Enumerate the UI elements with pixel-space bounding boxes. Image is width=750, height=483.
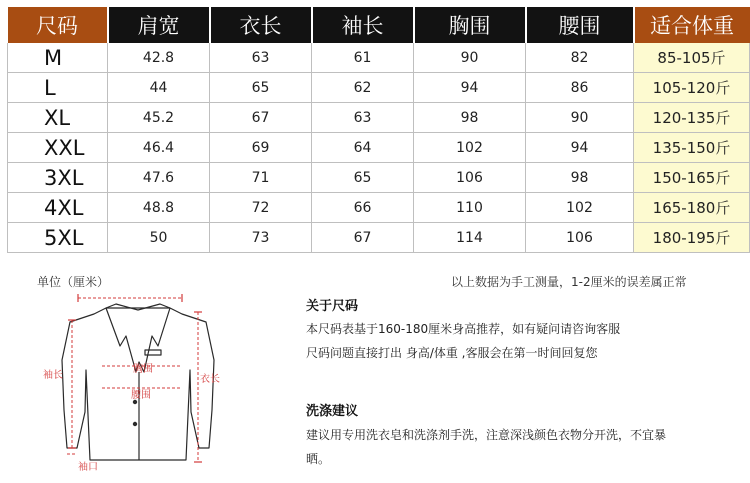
cuff-label: 袖口 [78,462,98,473]
about-size-line-2: 尺码问题直接打出 身高/体重 ,客服会在第一时间回复您 [306,346,598,360]
header-shoulder: 肩宽 [108,7,210,43]
size-cell: XL [8,103,108,133]
jacket-outline [62,304,214,460]
header-length: 衣长 [210,7,312,43]
table-row [8,193,750,223]
shoulder-cell: 44 [108,73,210,103]
chest-cell: 94 [414,73,526,103]
chest-cell: 90 [414,43,526,73]
waist-cell: 82 [526,43,634,73]
table-row [8,43,750,73]
waist-cell: 86 [526,73,634,103]
waist-cell: 106 [526,223,634,253]
waist-label: 腰围 [131,390,151,401]
weight-cell: 120-135斤 [634,103,750,133]
chest-cell: 106 [414,163,526,193]
weight-cell: 105-120斤 [634,73,750,103]
chest-cell: 102 [414,133,526,163]
waist-cell: 98 [526,163,634,193]
table-row [8,103,750,133]
sleeve-cell: 67 [312,223,414,253]
table-row [8,73,750,103]
length-cell: 73 [210,223,312,253]
header-sleeve: 袖长 [312,7,414,43]
size-cell: 5XL [8,223,108,253]
waist-cell: 90 [526,103,634,133]
weight-cell: 165-180斤 [634,193,750,223]
weight-cell: 180-195斤 [634,223,750,253]
waist-cell: 102 [526,193,634,223]
size-cell: M [8,43,108,73]
shoulder-cell: 42.8 [108,43,210,73]
size-chart-table [7,7,750,253]
header-weight: 适合体重 [634,7,750,43]
size-cell: XXL [8,133,108,163]
header-waist: 腰围 [526,7,634,43]
table-header-row [8,7,750,43]
weight-cell: 85-105斤 [634,43,750,73]
body-length-label: 衣长 [200,374,220,385]
length-cell: 67 [210,103,312,133]
shoulder-cell: 50 [108,223,210,253]
length-cell: 63 [210,43,312,73]
washing-line-2: 晒。 [306,452,331,466]
measurement-ticks [68,294,202,462]
washing-title: 洗涤建议 [306,404,359,419]
measurement-note: 以上数据为手工测量，1-2厘米的误差属正常 [451,275,687,289]
chest-label: 胸围 [133,364,153,375]
about-size-line-1: 本尺码表基于160-180厘米身高推荐，如有疑问请咨询客服 [306,322,621,336]
sleeve-length-label: 袖长 [43,370,63,381]
washing-line-1: 建议用专用洗衣皂和洗涤剂手洗，注意深浅颜色衣物分开洗，不宜暴 [306,428,667,442]
weight-cell: 135-150斤 [634,133,750,163]
table-row [8,163,750,193]
shoulder-cell: 45.2 [108,103,210,133]
jacket-measurement-diagram [40,290,240,480]
shoulder-cell: 47.6 [108,163,210,193]
about-size-title: 关于尺码 [306,299,359,314]
weight-cell: 150-165斤 [634,163,750,193]
header-size: 尺码 [8,7,108,43]
size-cell: 3XL [8,163,108,193]
sleeve-cell: 64 [312,133,414,163]
sleeve-cell: 61 [312,43,414,73]
chest-cell: 114 [414,223,526,253]
table-row [8,223,750,253]
waist-cell: 94 [526,133,634,163]
size-cell: L [8,73,108,103]
size-cell: 4XL [8,193,108,223]
sleeve-cell: 62 [312,73,414,103]
chest-cell: 110 [414,193,526,223]
length-cell: 72 [210,193,312,223]
unit-label: 单位（厘米） [37,275,110,289]
sleeve-cell: 63 [312,103,414,133]
header-chest: 胸围 [414,7,526,43]
chest-cell: 98 [414,103,526,133]
table-row [8,133,750,163]
sleeve-cell: 65 [312,163,414,193]
shoulder-cell: 48.8 [108,193,210,223]
shoulder-cell: 46.4 [108,133,210,163]
sleeve-cell: 66 [312,193,414,223]
length-cell: 69 [210,133,312,163]
length-cell: 65 [210,73,312,103]
length-cell: 71 [210,163,312,193]
